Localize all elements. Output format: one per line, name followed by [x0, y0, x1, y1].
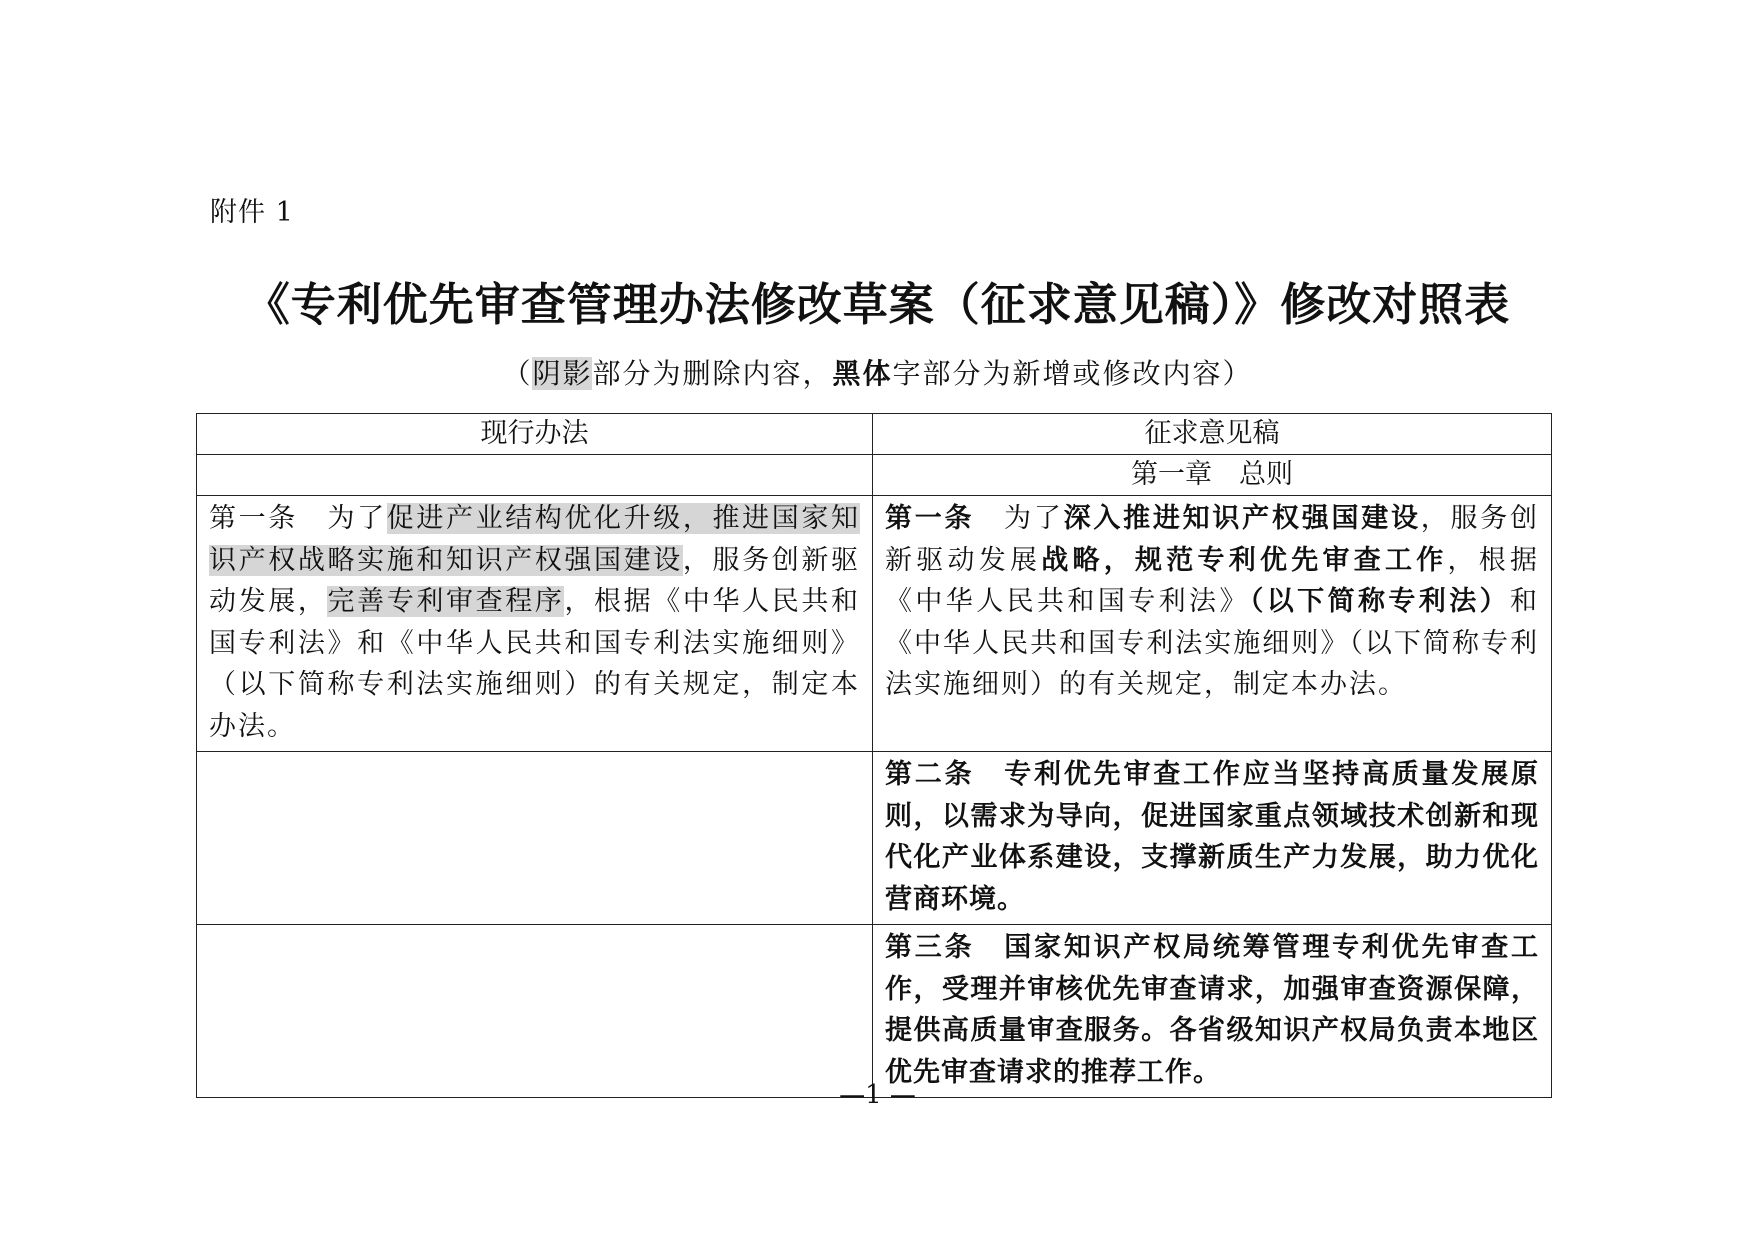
article-2-current [197, 752, 873, 925]
deleted-text: 完善专利审查程序 [327, 586, 565, 617]
page-number: —1 — [839, 1080, 916, 1110]
article-2-draft [873, 752, 1552, 925]
text-segment: ，根据《中华人民共和国专利法》和《中华人民共和国专利法实施细则》（以下简称专利法实施细则）的有关规定，制定本办法。 [209, 586, 861, 742]
article-1-draft [873, 496, 1552, 752]
table-row [197, 925, 1552, 1098]
comparison-table [196, 413, 1552, 1098]
column-header-current: 现行办法 [197, 414, 873, 455]
added-text: 战略，规范专利优先审查工作 [1041, 544, 1448, 576]
article-3-draft [873, 925, 1552, 1098]
added-text: 深入推进知识产权强国建设 [1063, 503, 1421, 534]
text-segment: ，服务创新驱动发展， [209, 544, 861, 617]
document-title: 《专利优先审查管理办法修改草案（征求意见稿）》修改对照表 [244, 278, 1511, 331]
added-text: 第一条 [885, 503, 975, 534]
subtitle-open: （ [502, 357, 533, 390]
article-3-current [197, 925, 873, 1098]
table-row [197, 752, 1552, 925]
added-text: 第二条 专利优先审查工作应当坚持高质量发展原则，以需求为导向，促进国家重点领域技术创新和现代化产业体系建设，支撑新质生产力发展，助力优化营商环境。 [885, 759, 1539, 915]
subtitle-text-1: 部分为删除内容， [592, 357, 833, 390]
table-header-row [197, 414, 1552, 455]
text-segment: ，服务创新驱动发展 [885, 503, 1540, 576]
article-1-current [197, 496, 873, 752]
text-segment: 为了 [974, 503, 1064, 534]
added-text: 第三条 国家知识产权局统筹管理专利优先审查工作，受理并审核优先审查请求，加强审查资源保障，提供高质量审查服务。各省级知识产权局负责本地区优先审查请求的推荐工作。 [885, 932, 1539, 1088]
column-header-draft: 征求意见稿 [873, 414, 1552, 455]
chapter-cell-draft: 第一章 总则 [873, 455, 1552, 496]
chapter-row [197, 455, 1552, 496]
added-text: （以下简称专利法） [1249, 586, 1511, 617]
subtitle-bold-sample: 黑体 [832, 357, 893, 390]
subtitle-shaded-sample: 阴影 [532, 357, 593, 390]
text-segment: 第一条 为了 [209, 503, 387, 534]
text-segment: 和《中华人民共和国专利法实施细则》（以下简称专利法实施细则）的有关规定，制定本办法。 [885, 586, 1540, 700]
table-row [197, 496, 1552, 752]
document-subtitle [0, 352, 1755, 392]
attachment-label: 附件 1 [210, 197, 294, 228]
text-segment: ，根据《中华人民共和国专利法》 [885, 544, 1539, 617]
deleted-text: 促进产业结构优化升级，推进国家知识产权战略实施和知识产权强国建设 [209, 503, 861, 576]
chapter-cell-current [197, 455, 873, 496]
subtitle-text-2: 字部分为新增或修改内容） [892, 357, 1253, 390]
